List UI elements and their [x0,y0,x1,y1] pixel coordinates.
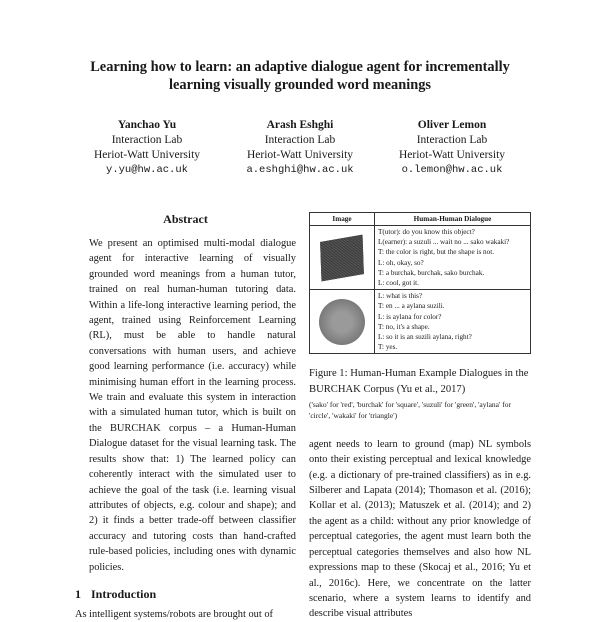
author-university: Heriot-Watt University [398,149,506,161]
figure-image-cell [310,226,375,290]
section-title: Introduction [91,586,157,601]
title-line-2: learning visually grounded word meanings [168,77,431,93]
dialogue-line: T: no, it's a shape. [378,322,430,331]
figure-dialogue-cell [375,290,531,354]
square-object-image [320,234,364,281]
author-university: Heriot-Watt University [93,149,201,161]
figure-table [309,212,531,354]
figure-image-cell [310,290,375,354]
dialogue-line: L: oh, okay, so? [378,258,424,267]
figure-row [310,290,531,354]
figure-gloss: ('sako' for 'red', 'burchak' for 'square', 'suzuli' for 'green', 'aylana' for 'circle', 'wakaki' for 'triangle') [309,399,511,420]
author-name: Yanchao Yu [117,119,177,131]
left-column [75,212,296,622]
author-email: y.yu@hw.ac.uk [106,164,188,176]
dialogue-line: T: yes. [378,343,398,352]
dialogue-line: T(utor): do you know this object? [378,228,475,236]
body-text: agent needs to learn to ground (map) NL symbols onto their existing perceptual and lexical knowledge (e.g. a dictionary of pre-trained classifiers) as in e.g. Silberer and Lapata (2014); Thomason et al. (2016); Kollar et al. (2013); Matuszek et al. (2014); and 2) the agent as a child: without any prior knowledge of perceptual categories, the agent must learn both the perceptual categories themselves and also how NL expressions map to these (Skocaj et al., 2016; Yu et al., 2016c). Here, we concentrate on the latter scenario, where a system learns to identify and describe visual attributes [309,438,531,620]
circle-object-image [319,299,365,345]
author-block-1 [72,118,222,178]
abstract-heading: Abstract [163,212,208,226]
author-email: a.eshghi@hw.ac.uk [246,164,354,176]
dialogue-line: T: en ... a aylana suzili. [378,302,445,311]
dialogue-line: L: what is this? [378,292,423,301]
dialogue-line: L(earner): a suzuli ... wait no ... sako wakaki? [378,238,510,247]
dialogue-line: L: so it is an suzili aylana, right? [378,333,472,342]
author-name: Arash Eshghi [266,119,334,131]
abstract-text: We present an optimised multi-modal dialogue agent for interactive learning of visually grounded word meanings from a human tutor, trained on real human-human tutoring data. Within a life-long interactive learning period, the agent, trained using Reinforcement Learning (RL), must be able to handle natural conversations with human users, and achieve good learning performance (i.e. accuracy) while minimising human effort in the learning process. We train and evaluate this system in interaction with a simulated human tutor, which is built on the BURCHAK corpus – a Human-Human Dialogue dataset for the visual learning task. The results show that: 1) The learned policy can coherently interact with the simulated user to achieve the goal of the task (i.e. learning visual attributes of objects, e.g. colour and shape); and 2) it finds a better trade-off between classifier accuracy and tutoring costs than hand-crafted rule-based policies, including ones with dynamic policies. [89,238,296,573]
dialogue-line: L: is aylana for color? [378,312,442,321]
paper-title [60,58,540,94]
author-name: Oliver Lemon [417,119,487,131]
figure-header-image: Image [310,213,375,226]
section-number: 1 [75,586,81,601]
figure-dialogue-cell [375,226,531,290]
author-affiliation: Interaction Lab [111,134,183,146]
author-affiliation: Interaction Lab [416,134,488,146]
figure-header-row [310,213,531,226]
title-line-1: Learning how to learn: an adaptive dialogue agent for incrementally [90,59,510,75]
dialogue-line: L: cool, got it. [378,279,419,288]
section-text: As intelligent systems/robots are brought out of [75,608,273,620]
author-university: Heriot-Watt University [246,149,354,161]
figure-row [310,226,531,290]
dialogue-line: T: a burchak, burchak, sako burchak. [378,268,485,277]
figure-caption: Figure 1: Human-Human Example Dialogues in the BURCHAK Corpus (Yu et al., 2017) [309,368,529,395]
figure-header-dialogue: Human-Human Dialogue [375,213,531,226]
right-column [309,212,531,622]
author-email: o.lemon@hw.ac.uk [401,164,503,176]
author-block-2 [225,118,375,178]
author-block-3 [377,118,527,178]
author-affiliation: Interaction Lab [264,134,336,146]
dialogue-line: T: the color is right, but the shape is not. [378,248,495,257]
